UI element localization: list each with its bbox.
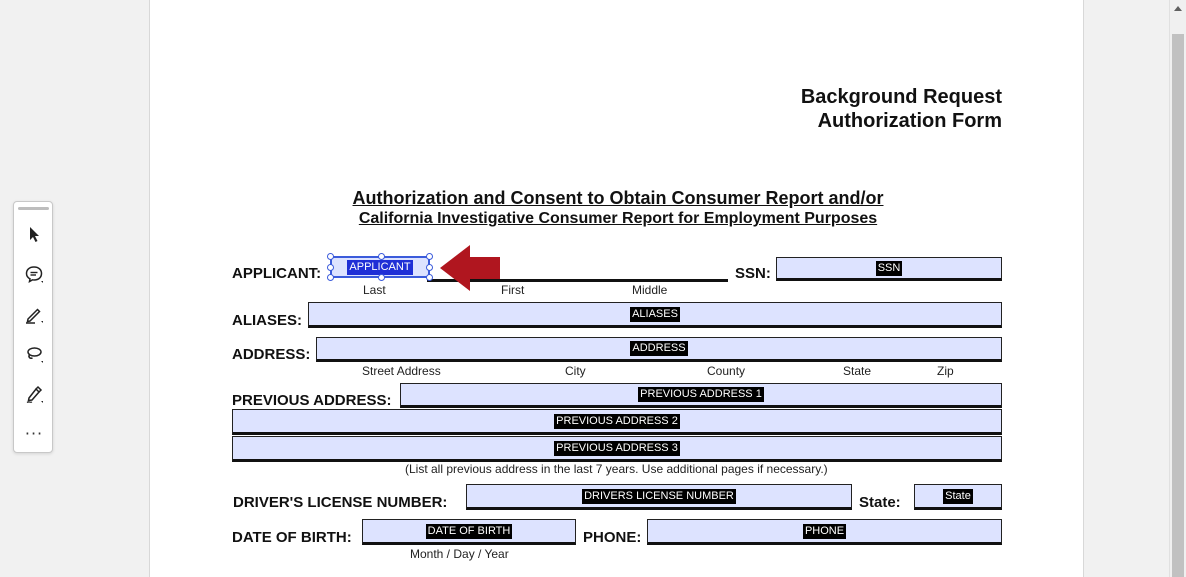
address-field[interactable] (316, 337, 1002, 362)
drivers-license-field[interactable] (466, 484, 852, 510)
consent-heading-line-2: California Investigative Consumer Report for Employment Purposes (358, 210, 878, 227)
scrollbar-thumb[interactable] (1172, 34, 1184, 577)
resize-handle-bottom-right[interactable] (426, 274, 433, 281)
phone-label: PHONE: (583, 529, 642, 546)
drivers-license-field-tag: DRIVERS LICENSE NUMBER (584, 489, 734, 502)
cursor-arrow-icon (24, 224, 44, 244)
more-icon: ··· (24, 424, 44, 443)
comment-tool-button[interactable] (20, 260, 48, 288)
phone-field-tag: PHONE (804, 524, 845, 537)
ssn-field-tag: SSN (877, 261, 901, 274)
license-state-label: State: (859, 494, 901, 511)
aliases-field[interactable] (308, 302, 1002, 328)
applicant-label: APPLICANT: (232, 265, 322, 282)
resize-handle-bottom-left[interactable] (327, 274, 334, 281)
address-sub-zip: Zip (937, 364, 954, 378)
pointer-arrow-icon (438, 243, 502, 293)
chevron-up-icon (1174, 6, 1182, 11)
aliases-label: ALIASES: (232, 312, 303, 329)
document-title-line-1: Background Request (800, 86, 1002, 108)
address-sub-street: Street Address (362, 364, 441, 378)
annotation-toolbar (13, 201, 53, 453)
resize-handle-top-right[interactable] (426, 253, 433, 260)
vertical-scrollbar[interactable] (1169, 0, 1186, 577)
dob-label: DATE OF BIRTH: (232, 529, 352, 546)
ssn-field[interactable] (776, 257, 1002, 281)
applicant-field-tag: APPLICANT (349, 260, 411, 273)
address-label: ADDRESS: (232, 346, 311, 363)
applicant-sub-first: First (501, 283, 525, 297)
toolbar-drag-handle[interactable] (18, 207, 49, 210)
applicant-sub-last: Last (363, 283, 386, 297)
more-tools-button[interactable] (20, 420, 48, 448)
previous-address-2-tag: PREVIOUS ADDRESS 2 (556, 414, 678, 427)
lasso-icon (24, 344, 44, 364)
document-title-line-2: Authorization Form (817, 110, 1002, 132)
resize-handle-bottom[interactable] (378, 274, 385, 281)
comment-icon (24, 264, 44, 284)
address-sub-county: County (707, 364, 746, 378)
previous-address-label: PREVIOUS ADDRESS: (232, 392, 392, 409)
aliases-field-tag: ALIASES (632, 307, 678, 320)
signature-pen-icon (24, 384, 44, 404)
highlight-tool-button[interactable] (20, 300, 48, 328)
phone-field[interactable] (647, 519, 1002, 545)
dob-sub-format: Month / Day / Year (410, 547, 509, 561)
ssn-label: SSN: (735, 265, 771, 282)
resize-handle-right[interactable] (426, 264, 433, 271)
document-page (149, 0, 1084, 577)
license-state-field-tag: State (945, 489, 971, 502)
select-tool-button[interactable] (20, 220, 48, 248)
dob-field-tag: DATE OF BIRTH (427, 524, 511, 537)
previous-address-1-field[interactable] (400, 383, 1002, 408)
address-field-tag: ADDRESS (632, 342, 686, 354)
applicant-sub-middle: Middle (632, 283, 668, 297)
previous-address-2-field[interactable] (232, 409, 1002, 435)
resize-handle-left[interactable] (327, 264, 334, 271)
scroll-up-button[interactable] (1170, 0, 1186, 17)
draw-tool-button[interactable] (20, 340, 48, 368)
address-sub-state: State (843, 364, 872, 378)
applicant-field-selected[interactable] (330, 256, 430, 278)
pen-icon (24, 304, 44, 324)
drivers-license-label: DRIVER'S LICENSE NUMBER: (233, 494, 448, 511)
previous-address-1-tag: PREVIOUS ADDRESS 1 (640, 388, 762, 400)
sign-tool-button[interactable] (20, 380, 48, 408)
address-sub-city: City (565, 364, 586, 378)
consent-heading-line-1: Authorization and Consent to Obtain Consumer Report and/or (352, 188, 884, 208)
dob-field[interactable] (362, 519, 576, 545)
previous-address-3-tag: PREVIOUS ADDRESS 3 (556, 441, 678, 454)
previous-address-3-field[interactable] (232, 436, 1002, 462)
resize-handle-top-left[interactable] (327, 253, 334, 260)
previous-address-note: (List all previous address in the last 7 years. Use additional pages if necessary.) (405, 462, 828, 476)
resize-handle-top[interactable] (378, 253, 385, 260)
license-state-field[interactable] (914, 484, 1002, 510)
